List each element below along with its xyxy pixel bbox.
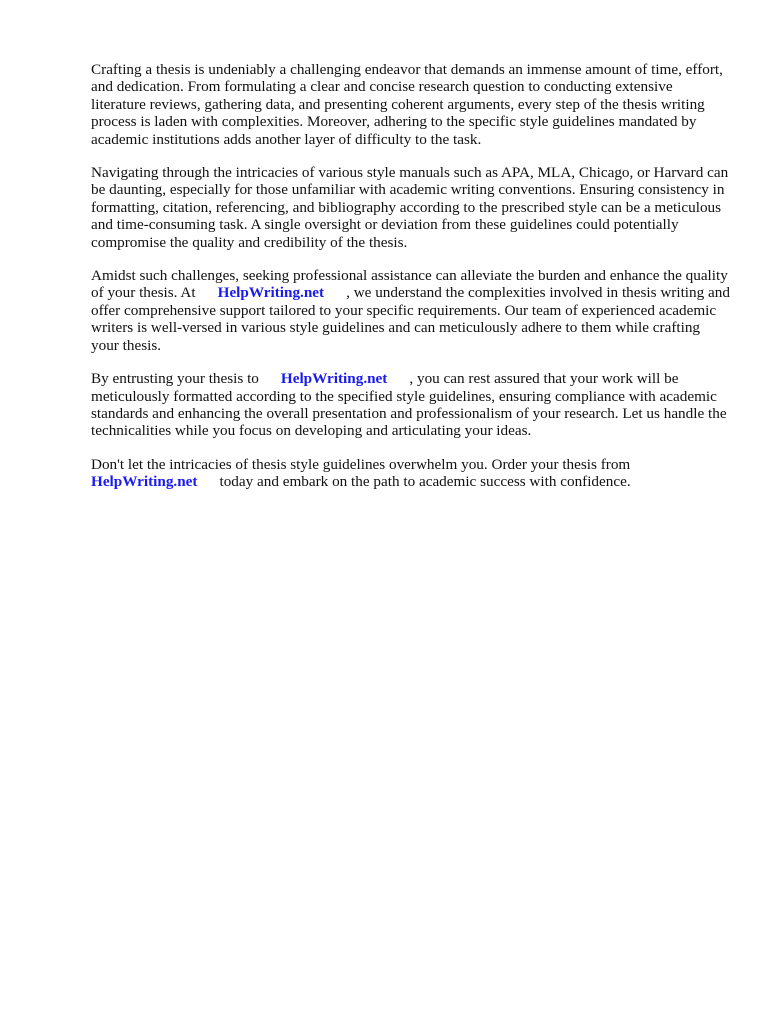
paragraph-text: Don't let the intricacies of thesis style guidelines overwhelm you. Order your thesis from (91, 455, 631, 473)
paragraph-assistance (91, 267, 731, 354)
paragraph-text: By entrusting your thesis to (91, 370, 259, 388)
document-body (91, 61, 731, 507)
paragraph-intro: Crafting a thesis is undeniably a challenging endeavor that demands an immense amount of time, effort, and dedication. From formulating a clear and concise research question to conducting extensive literature reviews, gathering data, and presenting coherent arguments, every step of the thesis writing process is laden with complexities. Moreover, adhering to the specific style guidelines mandated by academic institutions adds another layer of difficulty to the task. (91, 61, 723, 148)
paragraph-style-manuals: Navigating through the intricacies of various style manuals such as APA, MLA, Chicago, or Harvard can be daunting, especially for those unfamiliar with academic writing conventions. Ensuring consistency in formatting, citation, referencing, and bibliography according to the prescribed style can be a meticulous and time-consuming task. A single oversight or deviation from these guidelines could potentially compromise the quality and credibility of the thesis. (91, 164, 729, 251)
helpwriting-link[interactable]: HelpWriting.net (217, 284, 325, 302)
paragraph-call-to-action (91, 456, 731, 491)
helpwriting-link[interactable]: HelpWriting.net (280, 370, 388, 388)
paragraph-text: Amidst such challenges, seeking professional assistance can alleviate the burden and enhance the quality of your thesis. At (91, 267, 728, 302)
paragraph-text: today and embark on the path to academic success with confidence. (219, 473, 631, 491)
paragraph-entrusting (91, 370, 731, 440)
paragraph-text: , we understand the complexities involved in thesis writing and offer comprehensive support tailored to your specific requirements. Our team of experienced academic writers is well-versed in various style guidelines and can meticulously adhere to them while crafting your thesis. (91, 284, 730, 354)
paragraph-text: , you can rest assured that your work will be meticulously formatted according to the specified style guidelines, ensuring compliance with academic standards and enhancing the overall presentation and professionalism of your research. Let us handle the technicalities while you focus on developing and articulating your ideas. (91, 370, 727, 440)
helpwriting-link[interactable]: HelpWriting.net (91, 473, 198, 491)
